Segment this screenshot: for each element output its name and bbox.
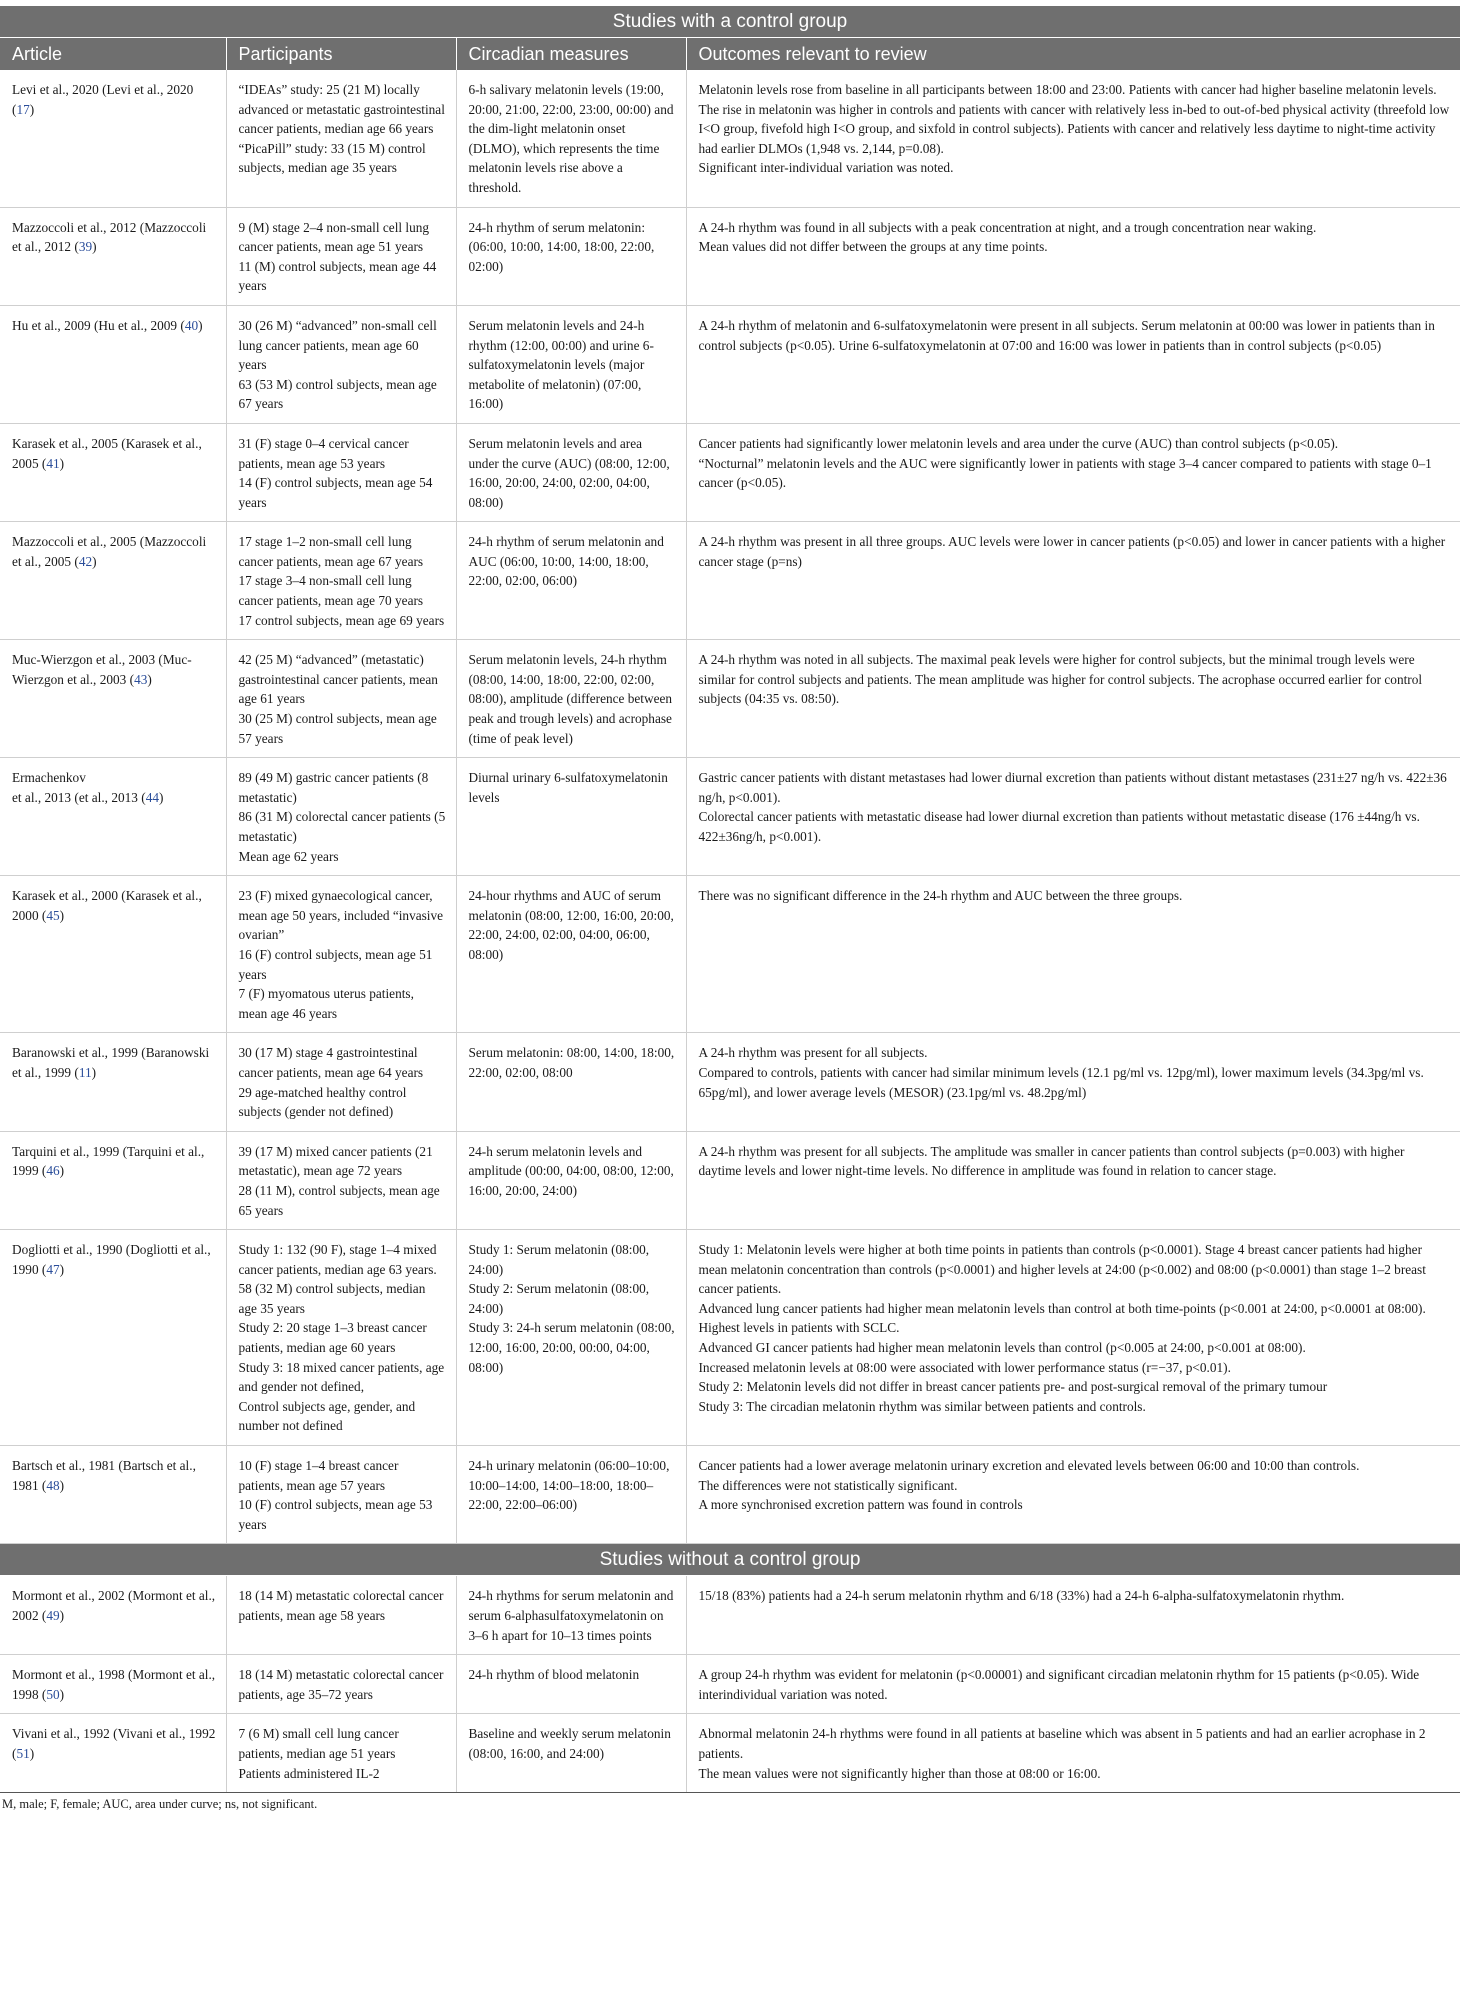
column-header-row [0,38,1460,71]
participants-line: Study 1: 132 (90 F), stage 1–4 mixed cancer patients, median age 63 years. 58 (32 M) control subjects, median age 35 years [238,1242,437,1316]
cell-outcomes [686,423,1460,521]
measures-line: Serum melatonin levels, 24-h rhythm (08:00, 14:00, 18:00, 22:00, 02:00, 08:00), amplitude (difference between peak and trough levels) and acrophase (time of peak level) [468,652,673,746]
participants-line: 11 (M) control subjects, mean age 44 years [238,258,437,294]
participants-line: 89 (49 M) gastric cancer patients (8 metastatic) [238,770,429,805]
cell-participants [226,758,456,876]
reference-link: 39 [78,239,93,255]
cell-outcomes [686,1131,1460,1229]
participants-line: 30 (25 M) control subjects, mean age 57 years [238,711,437,746]
outcomes-line: Increased melatonin levels at 08:00 were associated with lower performance status (r=−37, p<0.01). [698,1359,1231,1375]
header-article: Article [0,38,226,71]
outcomes-line: Cancer patients had a lower average melatonin urinary excretion and elevated levels between 06:00 and 10:00 than controls. [698,1458,1360,1474]
participants-line: 16 (F) control subjects, mean age 51 years [238,946,433,982]
cell-outcomes [686,1033,1460,1131]
cell-circadian-measures [456,1131,686,1229]
participants-line: 14 (F) control subjects, mean age 54 years [238,475,433,510]
measures-line: Diurnal urinary 6-sulfatoxymelatonin levels [468,770,668,805]
table-row [0,1033,1460,1131]
table-row [0,1655,1460,1714]
measures-line: Serum melatonin levels and 24-h rhythm (12:00, 00:00) and urine 6-sulfatoxymelatonin levels (major metabolite of melatonin) (07:00, 16:00) [468,317,654,412]
cell-participants [226,1714,456,1793]
outcomes-line: Advanced lung cancer patients had higher mean melatonin levels than control at both time-points (p<0.001 at 24:00, p<0.0001 at 08:00). Highest levels in patients with SCLC. [698,1300,1426,1336]
cell-participants [226,1576,456,1655]
outcomes-line: Study 2: Melatonin levels did not differ in breast cancer patients pre- and post-surgical removal of the primary tumour [698,1379,1328,1395]
section-header-row [0,1544,1460,1576]
measures-line: 24-h serum melatonin levels and amplitude (00:00, 04:00, 08:00, 12:00, 16:00, 20:00, 24:00) [468,1143,674,1198]
article-line: Karasek et al., 2005 (Karasek et al., 2005 ( [12,435,202,471]
cell-participants [226,1033,456,1131]
cell-outcomes [686,1714,1460,1793]
cell-participants [226,1655,456,1714]
outcomes-line: A 24-h rhythm was found in all subjects with a peak concentration at night, and a trough concentration near waking. [698,219,1317,235]
outcomes-line: The differences were not statistically significant. [698,1477,958,1493]
measures-line: 24-h rhythm of serum melatonin and AUC (06:00, 10:00, 14:00, 18:00, 22:00, 02:00, 06:00) [468,534,664,589]
cell-article: Mormont et al., 2002 (Mormont et al., 2002 (49) [0,1576,226,1655]
outcomes-line: Abnormal melatonin 24-h rhythms were found in all patients at baseline which was absent in 5 patients and had an earlier acrophase in 2 patients. [698,1726,1426,1761]
outcomes-line: A group 24-h rhythm was evident for melatonin (p<0.00001) and significant circadian melatonin rhythm for 15 patients (p<0.05). Wide interindividual variation was noted. [698,1667,1420,1702]
table-row [0,876,1460,1033]
cell-circadian-measures [456,207,686,305]
participants-line: 29 age-matched healthy control subjects (gender not defined) [238,1084,407,1120]
cell-article: Tarquini et al., 1999 (Tarquini et al., 1999 (46) [0,1131,226,1229]
participants-line: “PicaPill” study: 33 (15 M) control subjects, median age 35 years [238,140,426,176]
cell-outcomes [686,522,1460,640]
outcomes-line: A 24-h rhythm was present for all subjects. [698,1045,928,1061]
table-footnote: M, male; F, female; AUC, area under curve; ns, not significant. [2,1797,318,1812]
reference-link: 50 [46,1686,60,1702]
table-row [0,70,1460,207]
section-header-row [0,6,1460,38]
participants-line: 28 (11 M), control subjects, mean age 65 years [238,1182,440,1218]
reference-link: 11 [78,1064,92,1080]
cell-outcomes [686,640,1460,758]
article-line: Muc-Wierzgon et al., 2003 (Muc-Wierzgon et al., 2003 ( [12,652,192,687]
table-row [0,207,1460,305]
cell-outcomes [686,758,1460,876]
participants-line: Mean age 62 years [238,848,339,864]
outcomes-line: Melatonin levels rose from baseline in all participants between 18:00 and 23:00. Patients with cancer had higher baseline melatonin levels. The rise in melatonin was higher in controls and patients with cancer with relatively less in-bed to out-of-bed physical activity (threefold low I<O group, fivefold high I<O group, and sixfold in control subjects). Patients with cancer and relatively less daytime to night-time activity had earlier DLMOs (1,948 vs. 2,144, p=0.08). [698,82,1450,156]
article-line: Bartsch et al., 1981 (Bartsch et al., 1981 ( [12,1458,196,1493]
outcomes-line: Compared to controls, patients with cancer had similar minimum levels (12.1 pg/ml vs. 12pg/ml), lower maximum levels (34.3pg/ml vs. 65pg/ml), and lower average levels (MESOR) (23.1pg/ml vs. 48.2pg/ml) [698,1064,1424,1100]
cell-article: Dogliotti et al., 1990 (Dogliotti et al., 1990 (47) [0,1230,226,1446]
cell-article: Ermachenkov et al., 2013 (et al., 2013 (44) [0,758,226,876]
cell-participants [226,1230,456,1446]
cell-article: Muc-Wierzgon et al., 2003 (Muc-Wierzgon et al., 2003 (43) [0,640,226,758]
cell-circadian-measures [456,1230,686,1446]
reference-link: 41 [46,455,60,471]
measures-line: 24-h urinary melatonin (06:00–10:00, 10:00–14:00, 14:00–18:00, 18:00–22:00, 22:00–06:00) [468,1458,670,1513]
header-circadian-measures: Circadian measures [456,38,686,71]
table-row [0,1446,1460,1544]
article-line: Karasek et al., 2000 (Karasek et al., 2000 ( [12,888,202,923]
table-row [0,522,1460,640]
outcomes-line: A 24-h rhythm was present in all three groups. AUC levels were lower in cancer patients (p<0.05) and lower in cancer patients with a higher cancer stage (p=ns) [698,534,1446,569]
participants-line: 18 (14 M) metastatic colorectal cancer patients, age 35–72 years [238,1667,444,1702]
cell-circadian-measures [456,1714,686,1793]
cell-outcomes [686,1576,1460,1655]
reference-link: 46 [46,1163,60,1179]
cell-participants [226,70,456,207]
participants-line: 30 (17 M) stage 4 gastrointestinal cancer patients, mean age 64 years [238,1045,424,1080]
reference-link: 17 [16,101,30,117]
participants-line: 86 (31 M) colorectal cancer patients (5 metastatic) [238,809,446,844]
participants-line: Study 3: 18 mixed cancer patients, age and gender not defined, [238,1359,445,1395]
cell-article: Levi et al., 2020 (Levi et al., 2020 (17) [0,70,226,207]
participants-line: 7 (F) myomatous uterus patients, mean age 46 years [238,986,414,1021]
reference-link: 43 [134,671,148,687]
cell-outcomes [686,207,1460,305]
cell-participants [226,207,456,305]
participants-line: 23 (F) mixed gynaecological cancer, mean age 50 years, included “invasive ovarian” [238,888,444,943]
participants-line: 10 (F) control subjects, mean age 53 years [238,1497,433,1532]
cell-outcomes [686,1446,1460,1544]
measures-line: Baseline and weekly serum melatonin (08:00, 16:00, and 24:00) [468,1726,671,1761]
participants-line: 9 (M) stage 2–4 non-small cell lung cancer patients, mean age 51 years [238,219,430,255]
cell-participants [226,1446,456,1544]
measures-line: Serum melatonin: 08:00, 14:00, 18:00, 22:00, 02:00, 08:00 [468,1045,675,1080]
article-line: Mormont et al., 2002 (Mormont et al., 2002 ( [12,1588,216,1623]
outcomes-line: Study 1: Melatonin levels were higher at both time points in patients than controls (p<0.0001). Stage 4 breast cancer patients had higher mean melatonin concentration than controls (p<0.0001) and higher levels at 24:00 (p<0.002) and 08:00 (p<0.0001) than stage 1–2 breast cancer patients. [698,1242,1426,1297]
header-outcomes: Outcomes relevant to review [686,38,1460,71]
article-line: Tarquini et al., 1999 (Tarquini et al., 1999 ( [12,1143,205,1179]
table-row [0,1714,1460,1793]
cell-participants [226,876,456,1033]
reference-link: 48 [46,1477,60,1493]
article-line: Hu et al., 2009 (Hu et al., 2009 ( [12,317,185,333]
cell-article: Vivani et al., 1992 (Vivani et al., 1992 (51) [0,1714,226,1793]
outcomes-line: A more synchronised excretion pattern was found in controls [698,1497,1023,1513]
cell-outcomes [686,70,1460,207]
outcomes-line: Advanced GI cancer patients had higher mean melatonin levels than control (p<0.005 at 24:00, p<0.001 at 08:00). [698,1340,1306,1356]
participants-line: 17 stage 1–2 non-small cell lung cancer patients, mean age 67 years [238,534,424,569]
measures-line: 6-h salivary melatonin levels (19:00, 20:00, 21:00, 22:00, 23:00, 00:00) and the dim-light melatonin onset (DLMO), which represents the time melatonin levels rise above a threshold. [468,82,674,195]
participants-line: Patients administered IL-2 [238,1765,380,1781]
cell-circadian-measures [456,522,686,640]
reference-link: 40 [184,317,199,333]
studies-table [0,6,1460,1793]
cell-participants [226,423,456,521]
cell-circadian-measures [456,758,686,876]
table-row [0,1131,1460,1229]
outcomes-line: A 24-h rhythm of melatonin and 6-sulfatoxymelatonin were present in all subjects. Serum melatonin at 00:00 was lower in patients than in control subjects (p<0.05). Urine 6-sulfatoxymelatonin at 07:00 and 16:00 was lower in patients than in control subjects (p<0.05) [698,317,1435,353]
participants-line: 30 (26 M) “advanced” non-small cell lung cancer patients, mean age 60 years [238,317,437,373]
measures-line: 24-h rhythms for serum melatonin and serum 6-alphasulfatoxymelatonin on 3–6 h apart for 10–13 times points [468,1588,674,1643]
cell-article: Bartsch et al., 1981 (Bartsch et al., 1981 (48) [0,1446,226,1544]
article-line: Mazzoccoli et al., 2012 (Mazzoccoli et al., 2012 ( [12,219,207,255]
table-row [0,423,1460,521]
outcomes-line: A 24-h rhythm was noted in all subjects. The maximal peak levels were higher for control subjects, but the minimal trough levels were similar for control subjects and patients. The mean amplitude was higher for control subjects. The acrophase occurred earlier for control subjects (04:35 vs. 08:50). [698,652,1423,707]
participants-line: 17 stage 3–4 non-small cell lung cancer patients, mean age 70 years [238,573,424,609]
outcomes-line: There was no significant difference in the 24-h rhythm and AUC between the three groups. [698,888,1183,904]
participants-line: Study 2: 20 stage 1–3 breast cancer patients, median age 60 years [238,1320,427,1356]
outcomes-line: Significant inter-individual variation was noted. [698,160,954,176]
studies-table-container [0,6,1460,1812]
table-row [0,1230,1460,1446]
cell-participants [226,522,456,640]
cell-circadian-measures [456,876,686,1033]
cell-article: Baranowski et al., 1999 (Baranowski et al., 1999 (11) [0,1033,226,1131]
cell-circadian-measures [456,305,686,423]
outcomes-line: A 24-h rhythm was present for all subjects. The amplitude was smaller in cancer patients than control subjects (p=0.003) with higher daytime levels and lower night-time levels. No difference in amplitude was found in relation to cancer stage. [698,1143,1405,1179]
reference-link: 44 [145,789,159,805]
article-line: et al., 2013 (et al., 2013 ( [12,789,146,805]
table-row [0,305,1460,423]
cell-article: Mazzoccoli et al., 2005 (Mazzoccoli et al., 2005 (42) [0,522,226,640]
article-line: Baranowski et al., 1999 (Baranowski et al., 1999 ( [12,1045,210,1080]
table-row [0,758,1460,876]
section-title: Studies with a control group [0,6,1460,38]
cell-article: Mormont et al., 1998 (Mormont et al., 1998 (50) [0,1655,226,1714]
measures-line: Serum melatonin levels and area under the curve (AUC) (08:00, 12:00, 16:00, 20:00, 24:00, 02:00, 04:00, 08:00) [468,435,670,510]
cell-circadian-measures [456,1446,686,1544]
participants-line: Control subjects age, gender, and number not defined [238,1398,416,1434]
article-line: Ermachenkov [12,770,86,786]
participants-line: 10 (F) stage 1–4 breast cancer patients, mean age 57 years [238,1458,399,1493]
reference-link: 42 [78,553,93,569]
participants-line: “IDEAs” study: 25 (21 M) locally advanced or metastatic gastrointestinal cancer patients, median age 66 years [238,82,445,137]
cell-outcomes [686,305,1460,423]
cell-article: Mazzoccoli et al., 2012 (Mazzoccoli et al., 2012 (39) [0,207,226,305]
cell-circadian-measures [456,423,686,521]
outcomes-line: Gastric cancer patients with distant metastases had lower diurnal excretion than patients without distant metastases (231±27 ng/h vs. 422±36 ng/h, p<0.001). [698,770,1447,805]
table-row [0,640,1460,758]
measures-line: 24-hour rhythms and AUC of serum melatonin (08:00, 12:00, 16:00, 20:00, 22:00, 24:00, 02:00, 04:00, 06:00, 08:00) [468,888,674,962]
reference-link: 51 [16,1745,30,1761]
measures-line: Study 2: Serum melatonin (08:00, 24:00) [468,1281,650,1316]
cell-outcomes [686,876,1460,1033]
participants-line: 39 (17 M) mixed cancer patients (21 metastatic), mean age 72 years [238,1143,433,1179]
outcomes-line: Study 3: The circadian melatonin rhythm was similar between patients and controls. [698,1398,1146,1414]
cell-circadian-measures [456,1576,686,1655]
outcomes-line: Colorectal cancer patients with metastatic disease had lower diurnal excretion than patients without metastatic disease (176 ±44ng/h vs. 422±36ng/h, p<0.001). [698,809,1420,844]
table-body [0,6,1460,1793]
article-line: Levi et al., 2020 (Levi et al., 2020 ( [12,82,194,117]
cell-article: Karasek et al., 2005 (Karasek et al., 2005 (41) [0,423,226,521]
header-participants: Participants [226,38,456,71]
reference-link: 45 [46,907,60,923]
cell-participants [226,305,456,423]
cell-circadian-measures [456,70,686,207]
section-title: Studies without a control group [0,1544,1460,1576]
participants-line: 31 (F) stage 0–4 cervical cancer patients, mean age 53 years [238,435,409,471]
table-row [0,1576,1460,1655]
outcomes-line: The mean values were not significantly higher than those at 08:00 or 16:00. [698,1765,1101,1781]
article-line: Mazzoccoli et al., 2005 (Mazzoccoli et al., 2005 ( [12,534,207,569]
measures-line: Study 3: 24-h serum melatonin (08:00, 12:00, 16:00, 20:00, 00:00, 04:00, 08:00) [468,1320,675,1375]
cell-circadian-measures [456,1033,686,1131]
outcomes-line: Cancer patients had significantly lower melatonin levels and area under the curve (AUC) than control subjects (p<0.05). [698,435,1339,451]
article-line: Mormont et al., 1998 (Mormont et al., 1998 ( [12,1667,216,1702]
participants-line: 63 (53 M) control subjects, mean age 67 years [238,376,437,412]
participants-line: 42 (25 M) “advanced” (metastatic) gastrointestinal cancer patients, mean age 61 years [238,652,438,707]
cell-article: Hu et al., 2009 (Hu et al., 2009 (40) [0,305,226,423]
measures-line: 24-h rhythm of blood melatonin [468,1667,640,1683]
cell-participants [226,1131,456,1229]
participants-line: 17 control subjects, mean age 69 years [238,612,445,628]
cell-circadian-measures [456,640,686,758]
outcomes-line: “Nocturnal” melatonin levels and the AUC were significantly lower in patients with stage 3–4 cancer compared to patients with stage 0–1 cancer (p<0.05). [698,455,1432,491]
cell-participants [226,640,456,758]
participants-line: 18 (14 M) metastatic colorectal cancer patients, mean age 58 years [238,1588,444,1623]
outcomes-line: Mean values did not differ between the groups at any time points. [698,239,1048,255]
measures-line: Study 1: Serum melatonin (08:00, 24:00) [468,1242,650,1277]
participants-line: 7 (6 M) small cell lung cancer patients, median age 51 years [238,1726,399,1761]
article-line: Dogliotti et al., 1990 (Dogliotti et al., 1990 ( [12,1242,211,1277]
article-line: Vivani et al., 1992 (Vivani et al., 1992 ( [12,1726,216,1761]
measures-line: 24-h rhythm of serum melatonin: (06:00, 10:00, 14:00, 18:00, 22:00, 02:00) [468,219,655,274]
cell-outcomes [686,1230,1460,1446]
cell-outcomes [686,1655,1460,1714]
reference-link: 49 [46,1608,60,1623]
cell-article: Karasek et al., 2000 (Karasek et al., 2000 (45) [0,876,226,1033]
outcomes-line: 15/18 (83%) patients had a 24-h serum melatonin rhythm and 6/18 (33%) had a 24-h 6-alpha-sulfatoxymelatonin rhythm. [698,1588,1345,1604]
reference-link: 47 [46,1261,60,1277]
cell-circadian-measures [456,1655,686,1714]
